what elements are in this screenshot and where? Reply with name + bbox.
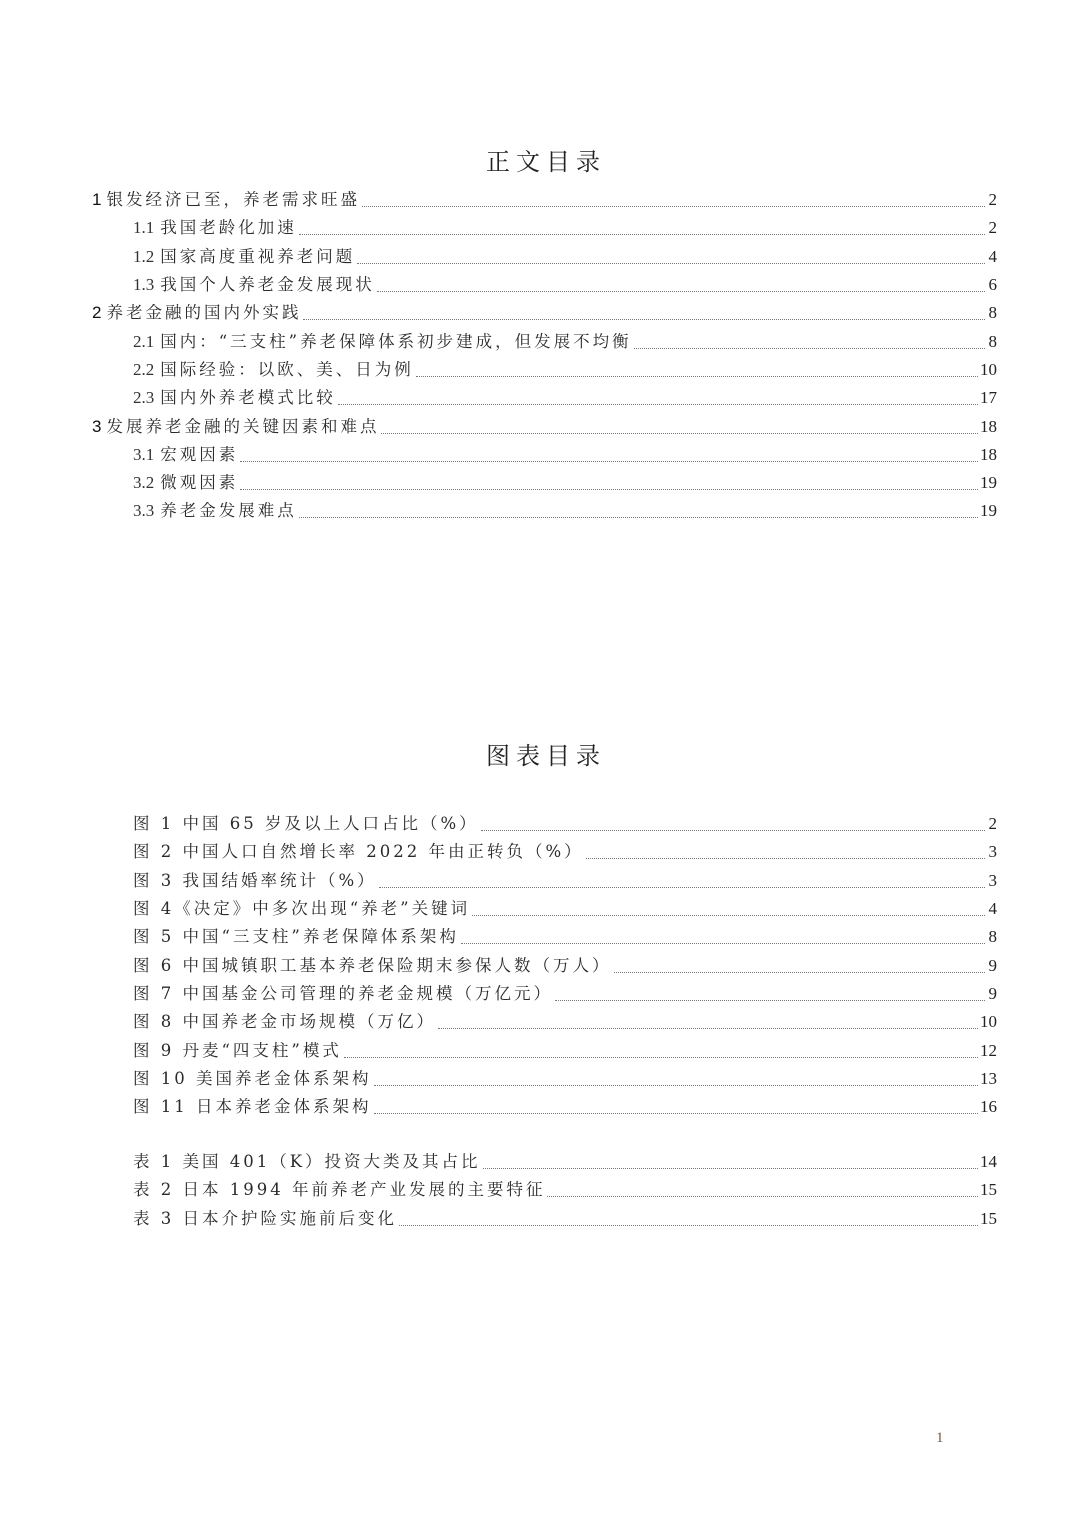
figure-entry-label: 图 7 中国基金公司管理的养老金规模（万亿元） bbox=[133, 983, 553, 1003]
table-entry-label: 表 3 日本介护险实施前后变化 bbox=[133, 1208, 397, 1228]
figure-entry-label: 图 9 丹麦“四支柱”模式 bbox=[133, 1040, 342, 1060]
toc-entry-number: 3 bbox=[92, 416, 102, 436]
figure-entry-page: 8 bbox=[988, 927, 997, 947]
toc-entry-label: 养老金发展难点 bbox=[160, 501, 297, 521]
toc-entry-page: 18 bbox=[980, 416, 997, 436]
dot-leader bbox=[481, 829, 985, 831]
toc-entry-label: 国内：“三支柱”养老保障体系初步建成，但发展不均衡 bbox=[160, 331, 632, 351]
toc-entry[interactable] bbox=[0, 497, 1080, 525]
figure-entry-page: 12 bbox=[980, 1040, 997, 1060]
toc-entry-page: 8 bbox=[988, 331, 997, 351]
toc-entry-page: 18 bbox=[980, 444, 997, 464]
toc-entry-number: 2.2 bbox=[133, 359, 155, 379]
figure-entry-label: 图 11 日本养老金体系架构 bbox=[133, 1097, 372, 1117]
toc-entry-number: 2.1 bbox=[133, 331, 155, 351]
dot-leader bbox=[614, 971, 986, 973]
toc-entry-label: 国家高度重视养老问题 bbox=[160, 246, 356, 266]
dot-leader bbox=[379, 886, 985, 888]
dot-leader bbox=[377, 290, 985, 292]
dot-leader bbox=[555, 999, 985, 1001]
figure-entry-page: 10 bbox=[980, 1012, 997, 1032]
toc-entry-page: 17 bbox=[980, 388, 997, 408]
table-entry[interactable] bbox=[0, 1176, 1080, 1204]
dot-leader bbox=[338, 403, 978, 405]
dot-leader bbox=[547, 1195, 978, 1197]
toc-entry[interactable] bbox=[0, 214, 1080, 242]
toc-entry-page: 8 bbox=[988, 303, 997, 323]
list-of-figures-title: 图表目录 bbox=[486, 742, 606, 770]
dot-leader bbox=[381, 432, 978, 434]
figure-entry[interactable] bbox=[0, 895, 1080, 923]
toc-entry[interactable] bbox=[0, 186, 1080, 214]
toc-entry-label: 微观因素 bbox=[160, 473, 239, 493]
figure-entry[interactable] bbox=[0, 810, 1080, 838]
dot-leader bbox=[374, 1084, 979, 1086]
figure-entry-page: 3 bbox=[988, 870, 997, 890]
figure-entry[interactable] bbox=[0, 838, 1080, 866]
dot-leader bbox=[374, 1112, 979, 1114]
table-entry-label: 表 2 日本 1994 年前养老产业发展的主要特征 bbox=[133, 1180, 546, 1200]
figure-entry[interactable] bbox=[0, 1093, 1080, 1121]
toc-entry-number: 1.1 bbox=[133, 218, 155, 238]
dot-leader bbox=[586, 857, 985, 859]
table-entry-label: 表 1 美国 401（K）投资大类及其占比 bbox=[133, 1152, 481, 1172]
toc-entry-number: 2 bbox=[92, 303, 102, 323]
toc-entry[interactable] bbox=[0, 243, 1080, 271]
toc-entry[interactable] bbox=[0, 469, 1080, 497]
toc-entry-page: 19 bbox=[980, 501, 997, 521]
toc-entry-label: 我国个人养老金发展现状 bbox=[160, 275, 375, 295]
figure-entry-page: 9 bbox=[988, 983, 997, 1003]
toc-entry[interactable] bbox=[0, 356, 1080, 384]
dot-leader bbox=[299, 516, 978, 518]
toc-entry-page: 2 bbox=[988, 218, 997, 238]
toc-entry[interactable] bbox=[0, 412, 1080, 440]
toc-entry[interactable] bbox=[0, 441, 1080, 469]
figure-entry-label: 图 6 中国城镇职工基本养老保险期末参保人数（万人） bbox=[133, 955, 612, 975]
table-entry-page: 14 bbox=[980, 1152, 997, 1172]
toc-entry[interactable] bbox=[0, 299, 1080, 327]
dot-leader bbox=[240, 460, 978, 462]
list-of-figures bbox=[0, 810, 1080, 1121]
toc-entry-page: 6 bbox=[988, 275, 997, 295]
dot-leader bbox=[362, 205, 985, 207]
table-entry[interactable] bbox=[0, 1148, 1080, 1176]
toc-entry-number: 1.2 bbox=[133, 246, 155, 266]
dot-leader bbox=[299, 233, 985, 235]
figure-entry[interactable] bbox=[0, 1036, 1080, 1064]
figure-entry[interactable] bbox=[0, 867, 1080, 895]
figure-entry-label: 图 10 美国养老金体系架构 bbox=[133, 1068, 372, 1088]
toc-entry-label: 国际经验：以欧、美、日为例 bbox=[160, 359, 414, 379]
dot-leader bbox=[357, 262, 985, 264]
figure-entry-page: 3 bbox=[988, 842, 997, 862]
dot-leader bbox=[240, 488, 978, 490]
toc-entry-number: 3.2 bbox=[133, 473, 155, 493]
figure-entry-page: 13 bbox=[980, 1068, 997, 1088]
toc-entry-label: 我国老龄化加速 bbox=[160, 218, 297, 238]
dot-leader bbox=[634, 347, 985, 349]
figure-entry-label: 图 3 我国结婚率统计（%） bbox=[133, 870, 377, 890]
toc-entry[interactable] bbox=[0, 384, 1080, 412]
toc-entry-label: 宏观因素 bbox=[160, 444, 239, 464]
toc-entry-number: 3.3 bbox=[133, 501, 155, 521]
figure-entry-label: 图 2 中国人口自然增长率 2022 年由正转负（%） bbox=[133, 842, 584, 862]
dot-leader bbox=[303, 318, 985, 320]
toc-entry-page: 4 bbox=[988, 246, 997, 266]
figure-entry[interactable] bbox=[0, 951, 1080, 979]
toc-entry-label: 国内外养老模式比较 bbox=[160, 388, 336, 408]
toc-entry-page: 19 bbox=[980, 473, 997, 493]
table-entry-page: 15 bbox=[980, 1208, 997, 1228]
dot-leader bbox=[461, 942, 985, 944]
toc-entry-number: 1 bbox=[92, 190, 102, 210]
page-number: 1 bbox=[936, 1430, 944, 1446]
table-of-contents bbox=[0, 186, 1080, 526]
figure-entry-label: 图 1 中国 65 岁及以上人口占比（%） bbox=[133, 814, 479, 834]
toc-entry-number: 2.3 bbox=[133, 388, 155, 408]
figure-entry-label: 图 8 中国养老金市场规模（万亿） bbox=[133, 1012, 436, 1032]
dot-leader bbox=[399, 1224, 978, 1226]
figure-entry-label: 图 4《决定》中多次出现“养老”关键词 bbox=[133, 899, 471, 919]
table-entry[interactable] bbox=[0, 1205, 1080, 1233]
figure-entry-page: 4 bbox=[988, 899, 997, 919]
list-of-tables bbox=[0, 1148, 1080, 1233]
toc-entry-label: 养老金融的国内外实践 bbox=[106, 303, 302, 323]
toc-entry-label: 发展养老金融的关键因素和难点 bbox=[106, 416, 380, 436]
dot-leader bbox=[438, 1027, 978, 1029]
toc-entry-page: 2 bbox=[988, 190, 997, 210]
toc-entry[interactable] bbox=[0, 271, 1080, 299]
figure-entry-label: 图 5 中国“三支柱”养老保障体系架构 bbox=[133, 927, 459, 947]
figure-entry-page: 16 bbox=[980, 1097, 997, 1117]
figure-entry[interactable] bbox=[0, 923, 1080, 951]
table-entry-page: 15 bbox=[980, 1180, 997, 1200]
figure-entry-page: 9 bbox=[988, 955, 997, 975]
toc-entry-page: 10 bbox=[980, 359, 997, 379]
dot-leader bbox=[472, 914, 985, 916]
dot-leader bbox=[416, 375, 978, 377]
figure-entry[interactable] bbox=[0, 1065, 1080, 1093]
toc-title: 正文目录 bbox=[486, 148, 606, 176]
toc-entry-number: 1.3 bbox=[133, 275, 155, 295]
figure-entry[interactable] bbox=[0, 980, 1080, 1008]
toc-entry[interactable] bbox=[0, 327, 1080, 355]
figure-entry[interactable] bbox=[0, 1008, 1080, 1036]
toc-entry-label: 银发经济已至，养老需求旺盛 bbox=[106, 190, 360, 210]
dot-leader bbox=[483, 1167, 978, 1169]
dot-leader bbox=[344, 1056, 978, 1058]
toc-entry-number: 3.1 bbox=[133, 444, 155, 464]
figure-entry-page: 2 bbox=[988, 814, 997, 834]
